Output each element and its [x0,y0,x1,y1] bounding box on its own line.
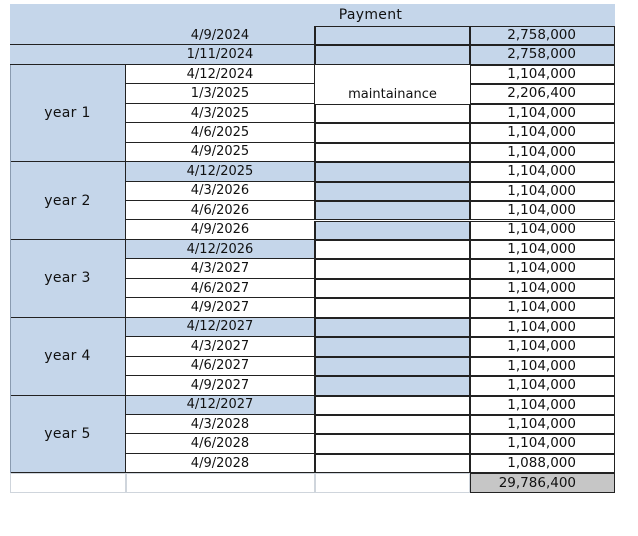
payment-amount: 2,206,400 [470,84,615,103]
payment-amount: 1,104,000 [470,396,615,415]
footer-blank-cell [10,473,126,493]
payment-date: 4/12/2026 [126,240,315,259]
payment-note [315,454,470,473]
payment-note [315,279,470,298]
payment-note [315,357,470,376]
payment-note [315,221,470,240]
payment-note [315,337,470,356]
footer-blank-cell [126,473,315,493]
payment-note [315,318,470,337]
payment-note [315,376,470,395]
payment-date: 4/9/2027 [126,298,315,317]
payment-amount: 2,758,000 [470,45,615,64]
payment-date: 4/3/2028 [126,415,315,434]
payment-note [315,104,470,123]
payment-amount: 2,758,000 [470,26,615,45]
year-label: year 1 [10,65,126,162]
payment-note [315,143,470,162]
payment-amount: 1,104,000 [470,376,615,395]
table-left-edge [10,65,11,473]
payment-date: 4/12/2025 [126,162,315,181]
payment-date: 4/9/2026 [126,221,315,240]
payment-amount: 1,104,000 [470,201,615,220]
payment-note [315,65,470,84]
footer-blank-cell [315,473,470,493]
payment-amount: 1,104,000 [470,337,615,356]
payment-amount: 1,104,000 [470,357,615,376]
payment-amount: 1,104,000 [470,221,615,240]
payment-note [315,201,470,220]
payment-date: 4/3/2026 [126,182,315,201]
payment-amount: 1,104,000 [470,162,615,181]
payment-note: maintainance [348,86,437,102]
payment-note [315,298,470,317]
payment-schedule-table [10,4,615,493]
payment-note [315,26,470,45]
payment-date: 4/12/2024 [126,65,315,84]
payment-note [315,45,470,64]
payment-date: 4/3/2027 [126,259,315,278]
year-label: year 4 [10,318,126,396]
payment-amount: 1,104,000 [470,123,615,142]
payment-amount: 1,104,000 [470,415,615,434]
payment-amount: 1,104,000 [470,298,615,317]
payment-note [315,182,470,201]
payment-date: 4/6/2027 [126,279,315,298]
payment-date: 4/9/2025 [126,143,315,162]
payment-amount: 1,104,000 [470,182,615,201]
payment-amount: 1,104,000 [470,318,615,337]
payment-date: 4/6/2027 [126,357,315,376]
payment-amount: 1,088,000 [470,454,615,473]
payment-note [315,396,470,415]
year-label: year 5 [10,396,126,474]
payment-note [315,240,470,259]
payment-amount: 1,104,000 [470,279,615,298]
header-blank-cell [10,4,126,26]
payment-amount: 1,104,000 [470,143,615,162]
payment-date: 1/11/2024 [126,45,315,64]
payment-date: 4/12/2027 [126,318,315,337]
payment-date: 4/3/2027 [126,337,315,356]
payment-header: Payment [126,4,615,26]
year-label: year 3 [10,240,126,318]
payment-note [315,415,470,434]
payment-date: 4/9/2028 [126,454,315,473]
payment-note [315,162,470,181]
payment-amount: 1,104,000 [470,240,615,259]
payment-date: 4/9/2024 [126,26,315,45]
payment-date: 4/9/2027 [126,376,315,395]
payment-amount: 1,104,000 [470,65,615,84]
payment-note [315,259,470,278]
payment-note [315,434,470,453]
payment-amount: 1,104,000 [470,434,615,453]
payment-date: 4/3/2025 [126,104,315,123]
payment-amount: 1,104,000 [470,104,615,123]
payment-date: 4/12/2027 [126,396,315,415]
payment-amount: 1,104,000 [470,259,615,278]
payment-date: 4/6/2025 [126,123,315,142]
payment-date: 4/6/2026 [126,201,315,220]
year-label: year 2 [10,162,126,240]
payment-date: 1/3/2025 [126,84,315,103]
blank-cell [10,45,126,64]
blank-cell [10,26,126,45]
payment-date: 4/6/2028 [126,434,315,453]
payment-note [315,123,470,142]
total-amount: 29,786,400 [470,473,615,493]
